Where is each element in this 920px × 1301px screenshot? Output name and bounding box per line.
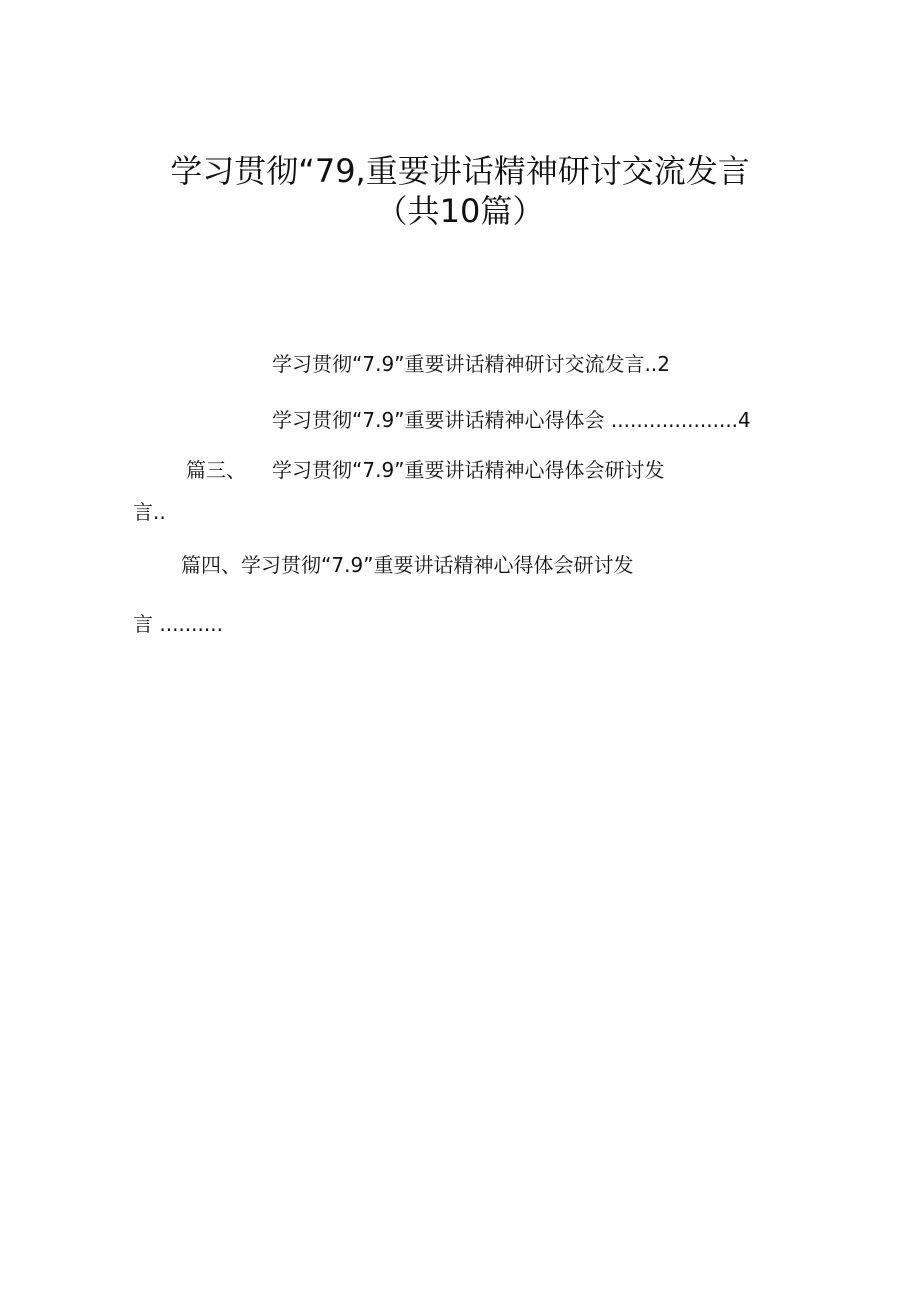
toc-entry-3-label: 篇三、: [186, 458, 246, 482]
toc-entry-1: 学习贯彻“7.9”重要讲话精神研讨交流发言..2: [272, 352, 670, 376]
toc-entry-3-continuation: 言..: [133, 500, 166, 524]
toc-entry-3: 学习贯彻“7.9”重要讲话精神心得体会研讨发: [272, 458, 665, 482]
document-subtitle: （共10篇）: [375, 192, 545, 230]
toc-entry-4: 篇四、学习贯彻“7.9”重要讲话精神心得体会研讨发: [181, 553, 634, 577]
toc-entry-4-continuation: 言 ..........: [133, 612, 223, 636]
toc-entry-2: 学习贯彻“7.9”重要讲话精神心得体会 ....................4: [272, 408, 751, 432]
document-title: 学习贯彻“79,重要讲话精神研讨交流发言: [170, 152, 750, 190]
